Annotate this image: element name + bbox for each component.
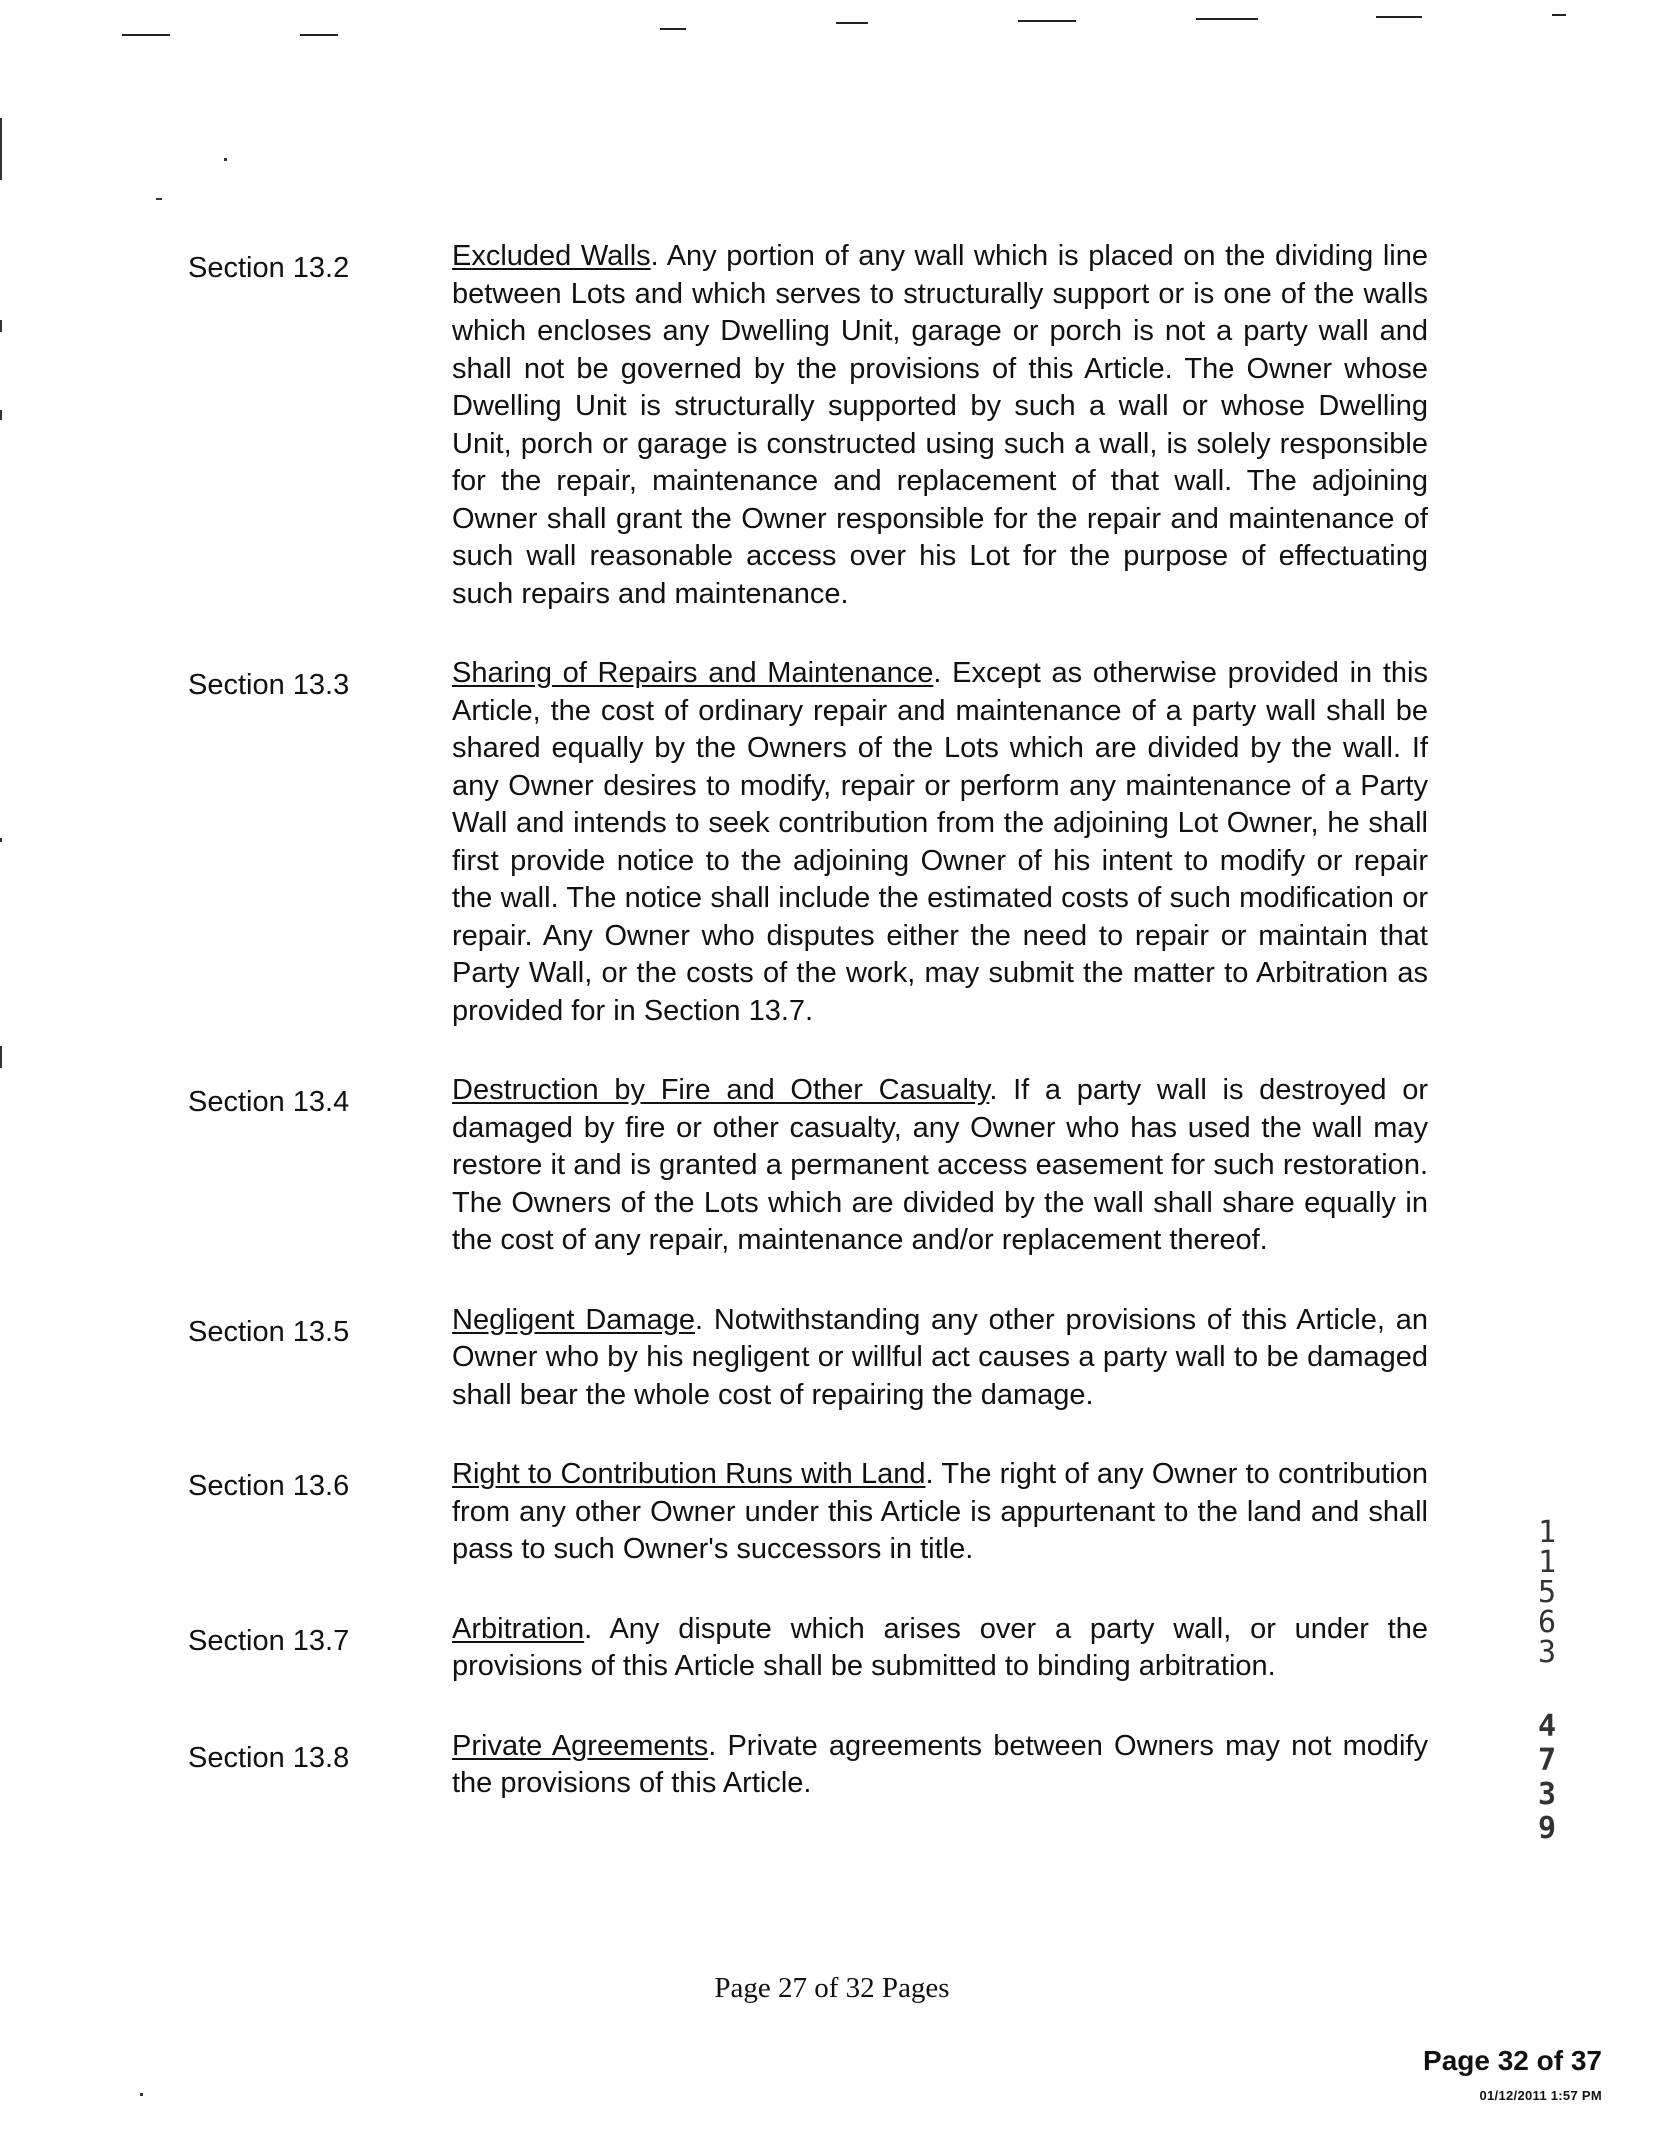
section-content: . Except as otherwise provided in this Article, the cost of ordinary repair and maintenance of a party wall shall be shared equally by the Owners of the Lots which are divided by the wall. If any Owner desires to modify, repair or perform any maintenance of a Party Wall and intends to seek contribution from the adjoining Lot Owner, he shall first provide notice to the adjoining Owner of his intent to modify or repair the wall. The notice shall include the estimated costs of such modification or repair. Any Owner who disputes either the need to repair or maintain that Party Wall, or the costs of the work, may submit the matter to Arbitration as provided for in Section 13.7. <box>452 657 1428 1027</box>
section-content: . The right of any Owner to contribution from any other Owner under this Article is appurtenant to the land and shall pass to such Owner's successors in title. <box>452 1458 1428 1565</box>
section-heading: Destruction by Fire and Other Casualty <box>452 1074 990 1106</box>
section-number: Section 13.7 <box>188 1624 350 1657</box>
section-text <box>452 1456 1428 1569</box>
section-content: . Private agreements between Owners may not modify the provisions of this Article. <box>452 1729 1428 1799</box>
margin-recording-number-bottom <box>1530 1709 1564 1848</box>
recording-datetime-stamp: 01/12/2011 1:57 PM <box>1479 2088 1602 2103</box>
section-13-4 <box>188 1072 1428 1260</box>
section-number: Section 13.8 <box>188 1741 350 1774</box>
scan-dash <box>1196 18 1258 20</box>
scan-mark <box>156 198 162 200</box>
section-13-3 <box>188 655 1428 1030</box>
margin-digit: 1 <box>1537 1515 1557 1550</box>
section-13-7 <box>188 1611 1428 1686</box>
section-number: Section 13.3 <box>188 669 350 701</box>
scan-mark <box>0 320 2 332</box>
margin-digit: 5 <box>1537 1575 1557 1610</box>
section-heading: Negligent Damage <box>452 1303 695 1336</box>
section-number: Section 13.2 <box>188 252 350 284</box>
section-content: . Notwithstanding any other provisions of this Article, an Owner who by his negligent or willful act causes a party wall to be damaged shall bear the whole cost of repairing the damage. <box>452 1303 1428 1411</box>
scan-dash <box>122 34 170 36</box>
scan-dash <box>1376 16 1422 18</box>
section-text <box>452 1072 1428 1260</box>
scan-mark <box>224 158 227 161</box>
section-13-5 <box>188 1302 1428 1415</box>
section-content: . Any portion of any wall which is placed on the dividing line between Lots and which serves to structurally support or is one of the walls which encloses any Dwelling Unit, garage or porch is not a party wall and shall not be governed by the provisions of this Article. The Owner whose Dwelling Unit is structurally supported by such a wall or whose Dwelling Unit, porch or garage is constructed using such a wall, is solely responsible for the repair, maintenance and replacement of that wall. The adjoining Owner shall grant the Owner responsible for the repair and maintenance of such wall reasonable access over his Lot for the purpose of effectuating such repairs and maintenance. <box>452 240 1428 610</box>
section-heading: Sharing of Repairs and Maintenance <box>452 657 934 689</box>
section-text <box>452 238 1428 613</box>
section-text <box>452 655 1428 1030</box>
margin-digit: 1 <box>1537 1545 1557 1580</box>
recording-page-stamp: Page 32 of 37 <box>1423 2045 1602 2076</box>
scan-dash <box>1552 14 1566 16</box>
section-heading: Excluded Walls <box>452 240 651 272</box>
scan-dash <box>1018 20 1076 22</box>
margin-digit: 6 <box>1537 1605 1557 1640</box>
margin-digit: 4 <box>1537 1709 1557 1744</box>
scan-mark <box>0 410 2 420</box>
section-text <box>452 1728 1428 1803</box>
margin-digit: 3 <box>1537 1777 1557 1812</box>
section-heading: Right to Contribution Runs with Land <box>452 1458 926 1490</box>
section-number: Section 13.6 <box>188 1470 350 1502</box>
section-heading: Private Agreements <box>452 1729 709 1762</box>
section-13-8 <box>188 1728 1428 1803</box>
section-13-6 <box>188 1456 1428 1569</box>
scan-mark <box>140 2093 143 2096</box>
scan-dash <box>300 34 338 36</box>
section-heading: Arbitration <box>452 1612 585 1645</box>
section-number: Section 13.4 <box>188 1086 350 1118</box>
scan-mark <box>0 838 2 842</box>
page-footer: Page 27 of 32 Pages <box>714 1972 950 2004</box>
section-content: . Any dispute which arises over a party wall, or under the provisions of this Article shall be submitted to binding arbitration. <box>452 1612 1428 1682</box>
margin-digit: 9 <box>1537 1811 1557 1846</box>
scan-dash <box>660 28 686 30</box>
margin-digit: 7 <box>1537 1743 1557 1778</box>
scan-dash <box>836 22 868 24</box>
document-body <box>188 238 1428 1845</box>
scan-mark <box>0 118 2 180</box>
section-content: . If a party wall is destroyed or damaged by fire or other casualty, any Owner who has used the wall may restore it and is granted a permanent access easement for such restoration. The Owners of the Lots which are divided by the wall shall share equally in the cost of any repair, maintenance and/or replacement thereof. <box>452 1074 1428 1256</box>
section-text <box>452 1302 1428 1415</box>
section-13-2 <box>188 238 1428 613</box>
section-number: Section 13.5 <box>188 1315 350 1348</box>
margin-recording-number-top <box>1530 1515 1564 1670</box>
scan-mark <box>0 1046 2 1068</box>
section-text <box>452 1611 1428 1686</box>
margin-digit: 3 <box>1537 1635 1557 1670</box>
